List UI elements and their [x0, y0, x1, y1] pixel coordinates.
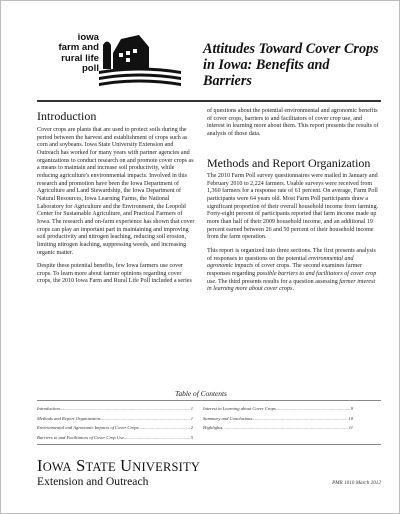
- methods-emphasis-2: possible barriers to and facilitators of cover crop use: [207, 270, 377, 285]
- toc-entry-label: Barriers to and Facilitators of Cover Crop Use: [37, 434, 124, 440]
- extension-outreach-label: Extension and Outreach: [37, 475, 149, 488]
- toc-rule-top: [37, 400, 381, 401]
- methods-text-a: This report is organized into three sections. The first presents analysis of responses to questions on the potential: [207, 247, 376, 262]
- toc-left-column: [37, 404, 193, 442]
- toc-entry-label: Introduction: [37, 406, 60, 411]
- methods-paragraph-2: [207, 248, 381, 294]
- logo-line-3: rural life: [61, 52, 99, 64]
- methods-column: [207, 173, 381, 300]
- methods-paragraph-1: The 2010 Farm Poll survey questionnaires were mailed in January and February 2010 to 2,224 farmers. Usable surveys were received from 1,360 farmers for a response rate of 61 percent. On average, Farm Poll participants were 64 years old. Most Farm Poll participants draw a significant proportion of their overall household income from farming. Forty-eight percent of participants reported that farm income made up more than half of their 2009 household income, and an additional 19 percent earned between 26 and 50 percent of their household income from the farm operation.: [207, 173, 379, 241]
- barn-field-icon: [99, 33, 181, 91]
- methods-text-b: of cover crops. The second examines farmer responses regarding: [207, 263, 362, 277]
- toc-entry-page: 1: [190, 406, 193, 411]
- methods-emphasis-1: environmental and agronomic impacts: [207, 255, 354, 270]
- toc-entry[interactable]: [37, 404, 193, 414]
- methods-heading: Methods and Report Organization: [207, 156, 371, 170]
- isu-wordmark: [37, 457, 200, 476]
- publication-number: PMR 1010 March 2012: [332, 480, 381, 486]
- intro-paragraph-2: Despite these potential benefits, few Iowa farmers use cover crops. To learn more about farmer opinions regarding cover crops, the 2010 Iowa Farm and Rural Life Poll included a series: [37, 263, 192, 285]
- toc-entry-page: 10: [348, 415, 353, 421]
- isu-wordmark-part: OWA: [42, 460, 72, 474]
- toc-entry-page: 11: [348, 425, 353, 431]
- right-column: [207, 108, 381, 145]
- toc-entry-label: Environmental and Agronomic Impacts of Cover Crops: [37, 425, 139, 431]
- isu-wordmark-part: U: [115, 456, 133, 475]
- isu-wordmark-part: S: [71, 456, 86, 475]
- isu-wordmark-part: I: [37, 456, 43, 475]
- toc-entry-label: Summary and Conclusions: [203, 415, 253, 421]
- toc-rule-bottom: [37, 444, 381, 445]
- intro-heading: Introduction: [37, 109, 97, 123]
- methods-text-d: .: [292, 286, 294, 293]
- toc-entry-page: 2: [190, 425, 193, 431]
- toc-entry[interactable]: [37, 423, 193, 433]
- toc-entry[interactable]: [37, 433, 193, 443]
- toc-right-column: [203, 404, 353, 433]
- logo-line-1: iowa: [77, 32, 99, 43]
- toc-entry[interactable]: [203, 423, 353, 433]
- isu-wordmark-part: NIVERSITY: [132, 460, 201, 474]
- intro-column: [37, 127, 197, 292]
- farm-poll-logo: [37, 33, 183, 91]
- toc-title: Table of Contents: [175, 389, 227, 398]
- toc-entry[interactable]: [203, 404, 353, 414]
- toc-entry-label: Interest in Learning about Cover Crops: [203, 406, 276, 411]
- toc-entry[interactable]: [203, 414, 353, 424]
- toc-entry-page: 9: [350, 406, 353, 411]
- methods-emphasis-3: farmer interest in learning more about cover crops: [207, 278, 376, 293]
- logo-line-2: farm and: [58, 42, 99, 54]
- toc-entry[interactable]: [37, 414, 193, 424]
- header-rule: [37, 100, 381, 102]
- toc-entry-label: Methods and Report Organization: [37, 415, 100, 421]
- right-paragraph-0: of questions about the potential environmental and agronomic benefits of cover crops, barriers to and facilitators of cover crop use, and interest in learning more about them. This report presents the results of analysis of those data.: [207, 108, 379, 137]
- methods-text-c: . The third presents results for a question assessing: [215, 278, 340, 285]
- logo-text: [37, 33, 99, 75]
- toc-entry-label: Highlights: [203, 425, 223, 431]
- toc-entry-page: 1: [190, 415, 193, 421]
- intro-paragraph-1: Cover crops are plants that are used to protect soils during the period between the harvest and establishment of crops such as corn and soybeans. Iowa State University Extension and Outreach has worked for many years with partner agencies and organizations to conduct research on and promote cover crops as a means to maintain and increase soil productivity, while reducing agriculture's environmental impacts. Involved in this research and promotion have been the Iowa Department of Agriculture and Land Stewardship, the Iowa Department of Natural Resources, Iowa Learning Farms, the National Laboratory for Agriculture and the Environment, the Leopold Center for Sustainable Agriculture, and Practical Farmers of Iowa. The research and on-farm experience has shown that cover crops can play an important part in maintaining and improving soil productivity and nitrogen leaching, reducing soil erosion, limiting nitrogen leaching, suppressing weeds, and increasing organic matter.: [37, 127, 195, 256]
- isu-wordmark-part: TATE: [85, 460, 116, 474]
- logo-line-4: poll: [81, 63, 99, 75]
- toc-entry-page: 5: [190, 434, 193, 440]
- report-title: Attitudes Toward Cover Crops in Iowa: Benefits and Barriers: [203, 41, 379, 89]
